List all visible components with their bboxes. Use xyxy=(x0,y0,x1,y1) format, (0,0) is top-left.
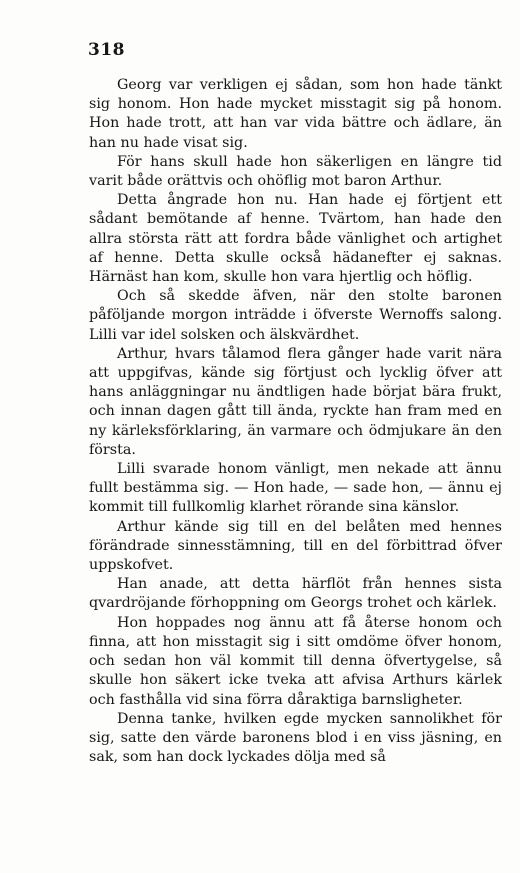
paragraph: Och så skedde äfven, när den stolte baronen påföljande morgon inträdde i öfverste Wernoffs salong. Lilli var idel solsken och älskvärdhet. xyxy=(89,288,502,343)
paragraph: Arthur, hvars tålamod flera gånger hade varit nära att uppgifvas, kände sig förtjust och lycklig öfver att hans anläggningar nu ändtligen hade börjat bära frukt, och innan dagen gått till ända, ryckte han fram med en ny kärleksförklaring, än varmare och ödmjukare än den första. xyxy=(89,345,502,458)
paragraph: Detta ångrade hon nu. Han hade ej förtjent ett sådant bemötande af henne. Tvärtom, han hade den allra största rätt att fordra både vänlighet och artighet af henne. Detta skulle också hädanefter ej saknas. Härnäst han kom, skulle hon vara hjertlig och höflig. xyxy=(89,192,502,286)
paragraph: Denna tanke, hvilken egde mycken sannolikhet för sig, satte den värde baronens blod i en viss jäsning, en sak, som han dock lyckades dölja med så xyxy=(89,710,502,766)
paragraph: Georg var verkligen ej sådan, som hon hade tänkt sig honom. Hon hade mycket misstagit sig på honom. Hon hade trott, att han var vida bättre och ädlare, än han nu hade visat sig. xyxy=(89,77,502,151)
paragraph: Lilli svarade honom vänligt, men nekade att ännu fullt bestämma sig. — Hon hade, — sade hon, — ännu ej kommit till fullkomlig klarhet rörande sina känslor. xyxy=(89,461,502,516)
paragraph: För hans skull hade hon säkerligen en längre tid varit både orättvis och ohöflig mot baron Arthur. xyxy=(89,153,502,190)
paragraph: Han anade, att detta härflöt från hennes sista qvardröjande förhoppning om Georgs trohet och kärlek. xyxy=(89,576,502,612)
page-number: 318 xyxy=(88,40,125,60)
body-text xyxy=(89,76,502,767)
paragraph: Hon hoppades nog ännu att få återse honom och finna, att hon misstagit sig i sitt omdöme öfver honom, och sedan hon väl kommit till denna öfvertygelse, så skulle hon säkert icke tveka att afvisa Arthurs kärlek och fasthålla vid sina förra dåraktiga barnsligheter. xyxy=(89,614,502,708)
paragraph: Arthur kände sig till en del belåten med hennes förändrade sinnesstämning, till en del förbittrad öfver uppskofvet. xyxy=(89,518,502,574)
